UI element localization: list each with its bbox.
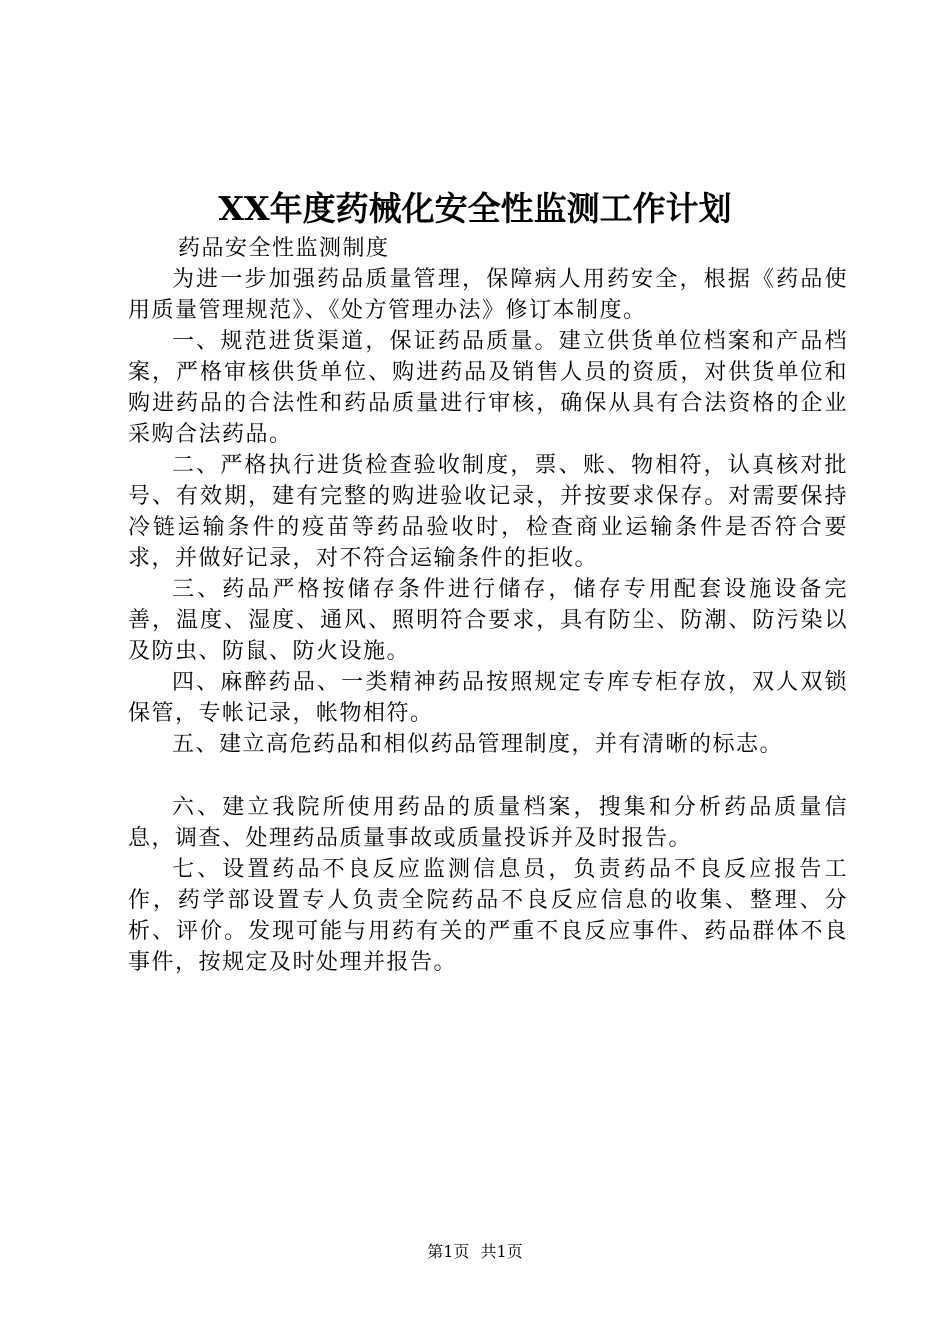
document-body [128,233,848,978]
paragraph-item-6: 六、建立我院所使用药品的质量档案，搜集和分析药品质量信息，调查、处理药品质量事故或质量投诉并及时报告。 [128,795,848,851]
page-total: 共1页 [480,1242,523,1261]
paragraph-item-4: 四、麻醉药品、一类精神药品按照规定专库专柜存放，双人双锁保管，专帐记录，帐物相符。 [128,670,848,726]
document-title: XX年度药械化安全性监测工作计划 [218,189,732,228]
subheading: 药品安全性监测制度 [178,236,390,261]
paragraph-item-5: 五、建立高危药品和相似药品管理制度，并有清晰的标志。 [172,732,784,757]
page-number: 第1页 [427,1242,470,1261]
paragraph-item-7: 七、设置药品不良反应监测信息员，负责药品不良反应报告工作，药学部设置专人负责全院药品不良反应信息的收集、整理、分析、评价。发现可能与用药有关的严重不良反应事件、药品群体不良事件，按规定及时处理并报告。 [128,857,848,975]
paragraph-intro: 为进一步加强药品质量管理，保障病人用药安全，根据《药品使用质量管理规范》、《处方管理办法》修订本制度。 [128,267,848,323]
paragraph-item-1: 一、规范进货渠道，保证药品质量。建立供货单位档案和产品档案，严格审核供货单位、购进药品及销售人员的资质，对供货单位和购进药品的合法性和药品质量进行审核，确保从具有合法资格的企业采购合法药品。 [128,329,848,447]
page-footer [0,1240,950,1264]
paragraph-item-2: 二、严格执行进货检查验收制度，票、账、物相符，认真核对批号、有效期，建有完整的购进验收记录，并按要求保存。对需要保持冷链运输条件的疫苗等药品验收时，检查商业运输条件是否符合要求，并做好记录，对不符合运输条件的拒收。 [128,453,848,571]
paragraph-item-3: 三、药品严格按储存条件进行储存，储存专用配套设施设备完善，温度、湿度、通风、照明符合要求，具有防尘、防潮、防污染以及防虫、防鼠、防火设施。 [128,577,848,664]
